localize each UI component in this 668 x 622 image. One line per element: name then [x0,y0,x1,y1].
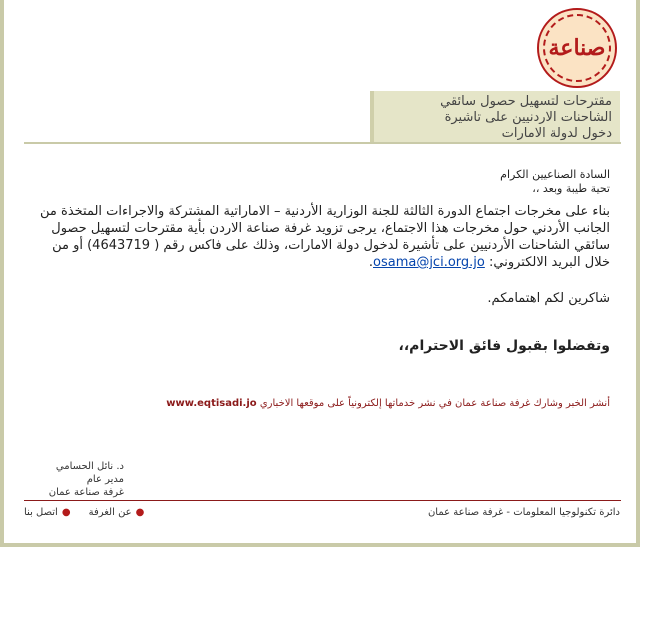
paragraph-end: . [368,255,373,270]
signature-name: د. نائل الحسامي [55,461,124,472]
footer-links [24,507,144,518]
about-chamber-link[interactable] [89,507,145,518]
email-link[interactable]: osama@jci.org.jo [373,255,485,270]
signature-block [24,460,124,499]
contact-us-label: اتصل بنا [24,507,58,518]
salutation [24,168,610,196]
logo-text: صناعة [548,35,606,61]
bullet-icon: ● [135,507,145,518]
paragraph-text: بناء على مخرجات اجتماع الدورة الثالثة للجنة الوزارية الأردنية – الاماراتية المشتركة والاجراءات المتخذة من الجانب الأردني حول مخرجات هذا الاجتماع، يرجى تزويد غرفة صناعة الاردن بأية مقترحات لتسهيل حصول سائقي الشاحنات الأردنيين على تأشيرة لدخول دولة الامارات، وذلك على فاكس رقم ( 4643719) أو من خلال البريد الالكتروني: [40,204,610,270]
share-promo [24,398,610,409]
closing-line: وتفضلوا بقبول فائق الاحترام،، [398,338,610,354]
news-site-link[interactable]: www.eqtisadi.jo [166,398,257,409]
subject-line-1: مقترحات لتسهيل حصول سائقي [440,94,612,109]
salutation-line-1: السادة الصناعيين الكرام [500,168,610,181]
contact-us-link[interactable] [24,507,71,518]
signature-org: غرفة صناعة عمان [48,487,124,498]
thanks-line: شاكرين لكم اهتمامكم. [487,291,610,306]
subject-title [370,91,620,143]
promo-text: أنشر الخبر وشارك غرفة صناعة عمان في نشر خدماتها إلكترونياً على موقعها الاخباري [259,398,610,409]
amman-chamber-logo [537,8,617,88]
footer-department: دائرة تكنولوجيا المعلومات - غرفة صناعة عمان [427,507,620,518]
body-paragraph [24,203,610,271]
footer-rule [24,500,621,501]
subject-line-2: الشاحنات الاردنيين على تاشيرة [444,110,612,125]
title-divider [24,142,621,144]
about-chamber-label: عن الغرفة [88,507,132,518]
signature-role: مدير عام [86,474,124,485]
subject-line-3: دخول لدولة الامارات [501,126,612,141]
bullet-icon: ● [61,507,71,518]
salutation-line-2: تحية طيبة وبعد ،، [532,182,610,195]
